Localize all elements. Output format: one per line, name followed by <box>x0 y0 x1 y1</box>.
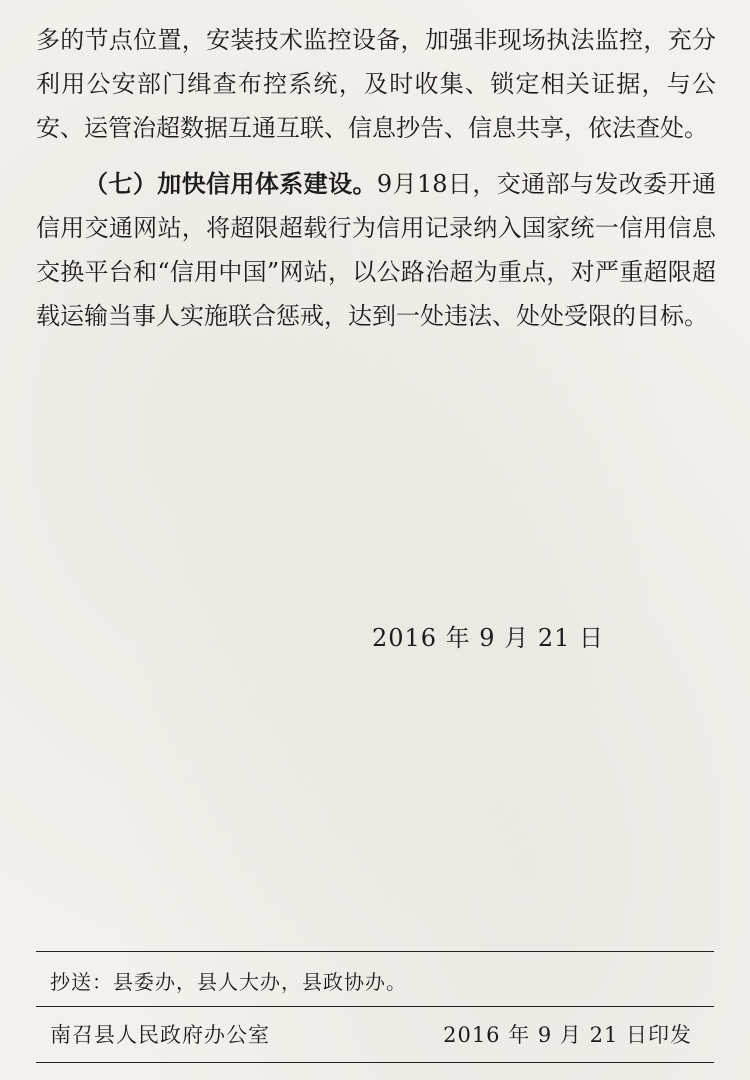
section-body: 9月18日，交通部与发改委开通信用交通网站，将超限超载行为信用记录纳入国家统一信用信息交换平台和“信用中国”网站，以公路治超为重点，对严重超限超载运输当事人实施联合惩戒，达到一处违法、处处受限的目标。 <box>36 170 716 330</box>
document-date: 2016 年 9 月 21 日 <box>371 624 604 652</box>
paragraph-continuation: 多的节点位置，安装技术监控设备，加强非现场执法监控，充分利用公安部门缉查布控系统，及时收集、锁定相关证据，与公安、运管治超数据互通互联、信息抄告、信息共享，依法查处。 <box>36 26 716 142</box>
section-heading: （七）加快信用体系建设。 <box>84 169 377 198</box>
issuing-office: 南召县人民政府办公室 <box>50 1023 270 1047</box>
divider-middle <box>36 1006 714 1007</box>
document-body <box>36 18 716 338</box>
cc-recipients: 抄送：县委办，县人大办，县政协办。 <box>50 970 407 994</box>
paragraph-credit-system <box>36 162 716 338</box>
issue-date: 2016 年 9 月 21 日印发 <box>443 1023 692 1047</box>
divider-top <box>36 951 714 952</box>
divider-bottom <box>36 1062 714 1063</box>
